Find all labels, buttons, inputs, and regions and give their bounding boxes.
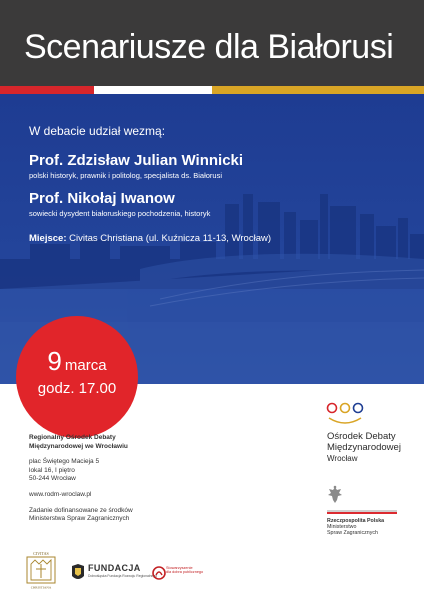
civitas-top-text: CIVITAS xyxy=(33,551,49,556)
page-title: Scenariusze dla Białorusi xyxy=(24,28,394,66)
event-day: 9 xyxy=(47,346,62,376)
odm-line-2: Międzynarodowej xyxy=(327,442,401,453)
mfa-line-2: Ministerstwo xyxy=(327,524,357,531)
organizer-address-1: plac Świętego Macieja 5 xyxy=(29,458,100,466)
organizer-address-3: 50-244 Wrocław xyxy=(29,475,76,483)
stow-line-2: dla dobra publicznego xyxy=(166,570,204,575)
red-stripe xyxy=(0,86,94,94)
organizer-website[interactable]: www.rodm-wroclaw.pl xyxy=(29,490,92,498)
event-time: godz. 17.00 xyxy=(37,380,117,397)
odm-line-1: Ośrodek Debaty xyxy=(327,431,396,442)
funding-line-2: Ministerstwa Spraw Zagranicznych xyxy=(29,515,130,523)
eagle-emblem-icon xyxy=(327,485,343,505)
odm-name xyxy=(327,431,401,464)
fundacja-name: FUNDACJA xyxy=(88,563,141,573)
white-stripe xyxy=(94,86,212,94)
mfa-line-3: Spraw Zagranicznych xyxy=(327,530,378,537)
funding-line-1: Zadanie dofinansowane ze środków xyxy=(29,506,133,514)
speaker-1-description: polski historyk, prawnik i politolog, specjalista ds. Białorusi xyxy=(29,171,223,180)
odm-logo-icon xyxy=(325,402,365,426)
odm-city: Wrocław xyxy=(327,454,358,463)
speaker-1-name: Prof. Zdzisław Julian Winnicki xyxy=(29,152,244,169)
mfa-label xyxy=(327,518,384,537)
header-bar xyxy=(0,0,424,86)
civitas-bottom-text: CHRISTIANA xyxy=(30,585,52,590)
speaker-2-description: sowiecki dysydent białoruskiego pochodzenia, historyk xyxy=(29,209,211,218)
event-place xyxy=(29,233,271,244)
place-value: Civitas Christiana (ul. Kuźnicza 11-13, Wrocław) xyxy=(69,233,271,244)
date-circle xyxy=(16,316,138,438)
gold-stripe xyxy=(212,86,424,94)
speaker-2-name: Prof. Nikołaj Iwanow xyxy=(29,190,175,207)
mfa-flag-bar xyxy=(327,510,397,514)
organizer-name-2: Międzynarodowej we Wrocławiu xyxy=(29,442,128,450)
stow-line-1: Stowarzyszenie xyxy=(166,566,193,570)
place-label: Miejsce: xyxy=(29,233,67,244)
civitas-christiana-logo-icon xyxy=(25,550,57,590)
mfa-line-1: Rzeczpospolita Polska xyxy=(327,518,385,524)
organizer-name-1: Regionalny Ośrodek Debaty xyxy=(29,434,116,441)
stowarzyszenie-name xyxy=(166,566,203,575)
organizer-info xyxy=(29,434,133,524)
organizer-address-2: lokal 16, I piętro xyxy=(29,466,75,474)
event-month: marca xyxy=(64,357,107,374)
color-stripes xyxy=(0,86,424,94)
intro-text: W debacie udział wezmą: xyxy=(29,124,166,138)
event-date xyxy=(16,346,138,377)
fundacja-subtitle: Dolnośląska Fundacja Rozwoju Regionalnego xyxy=(88,574,158,578)
